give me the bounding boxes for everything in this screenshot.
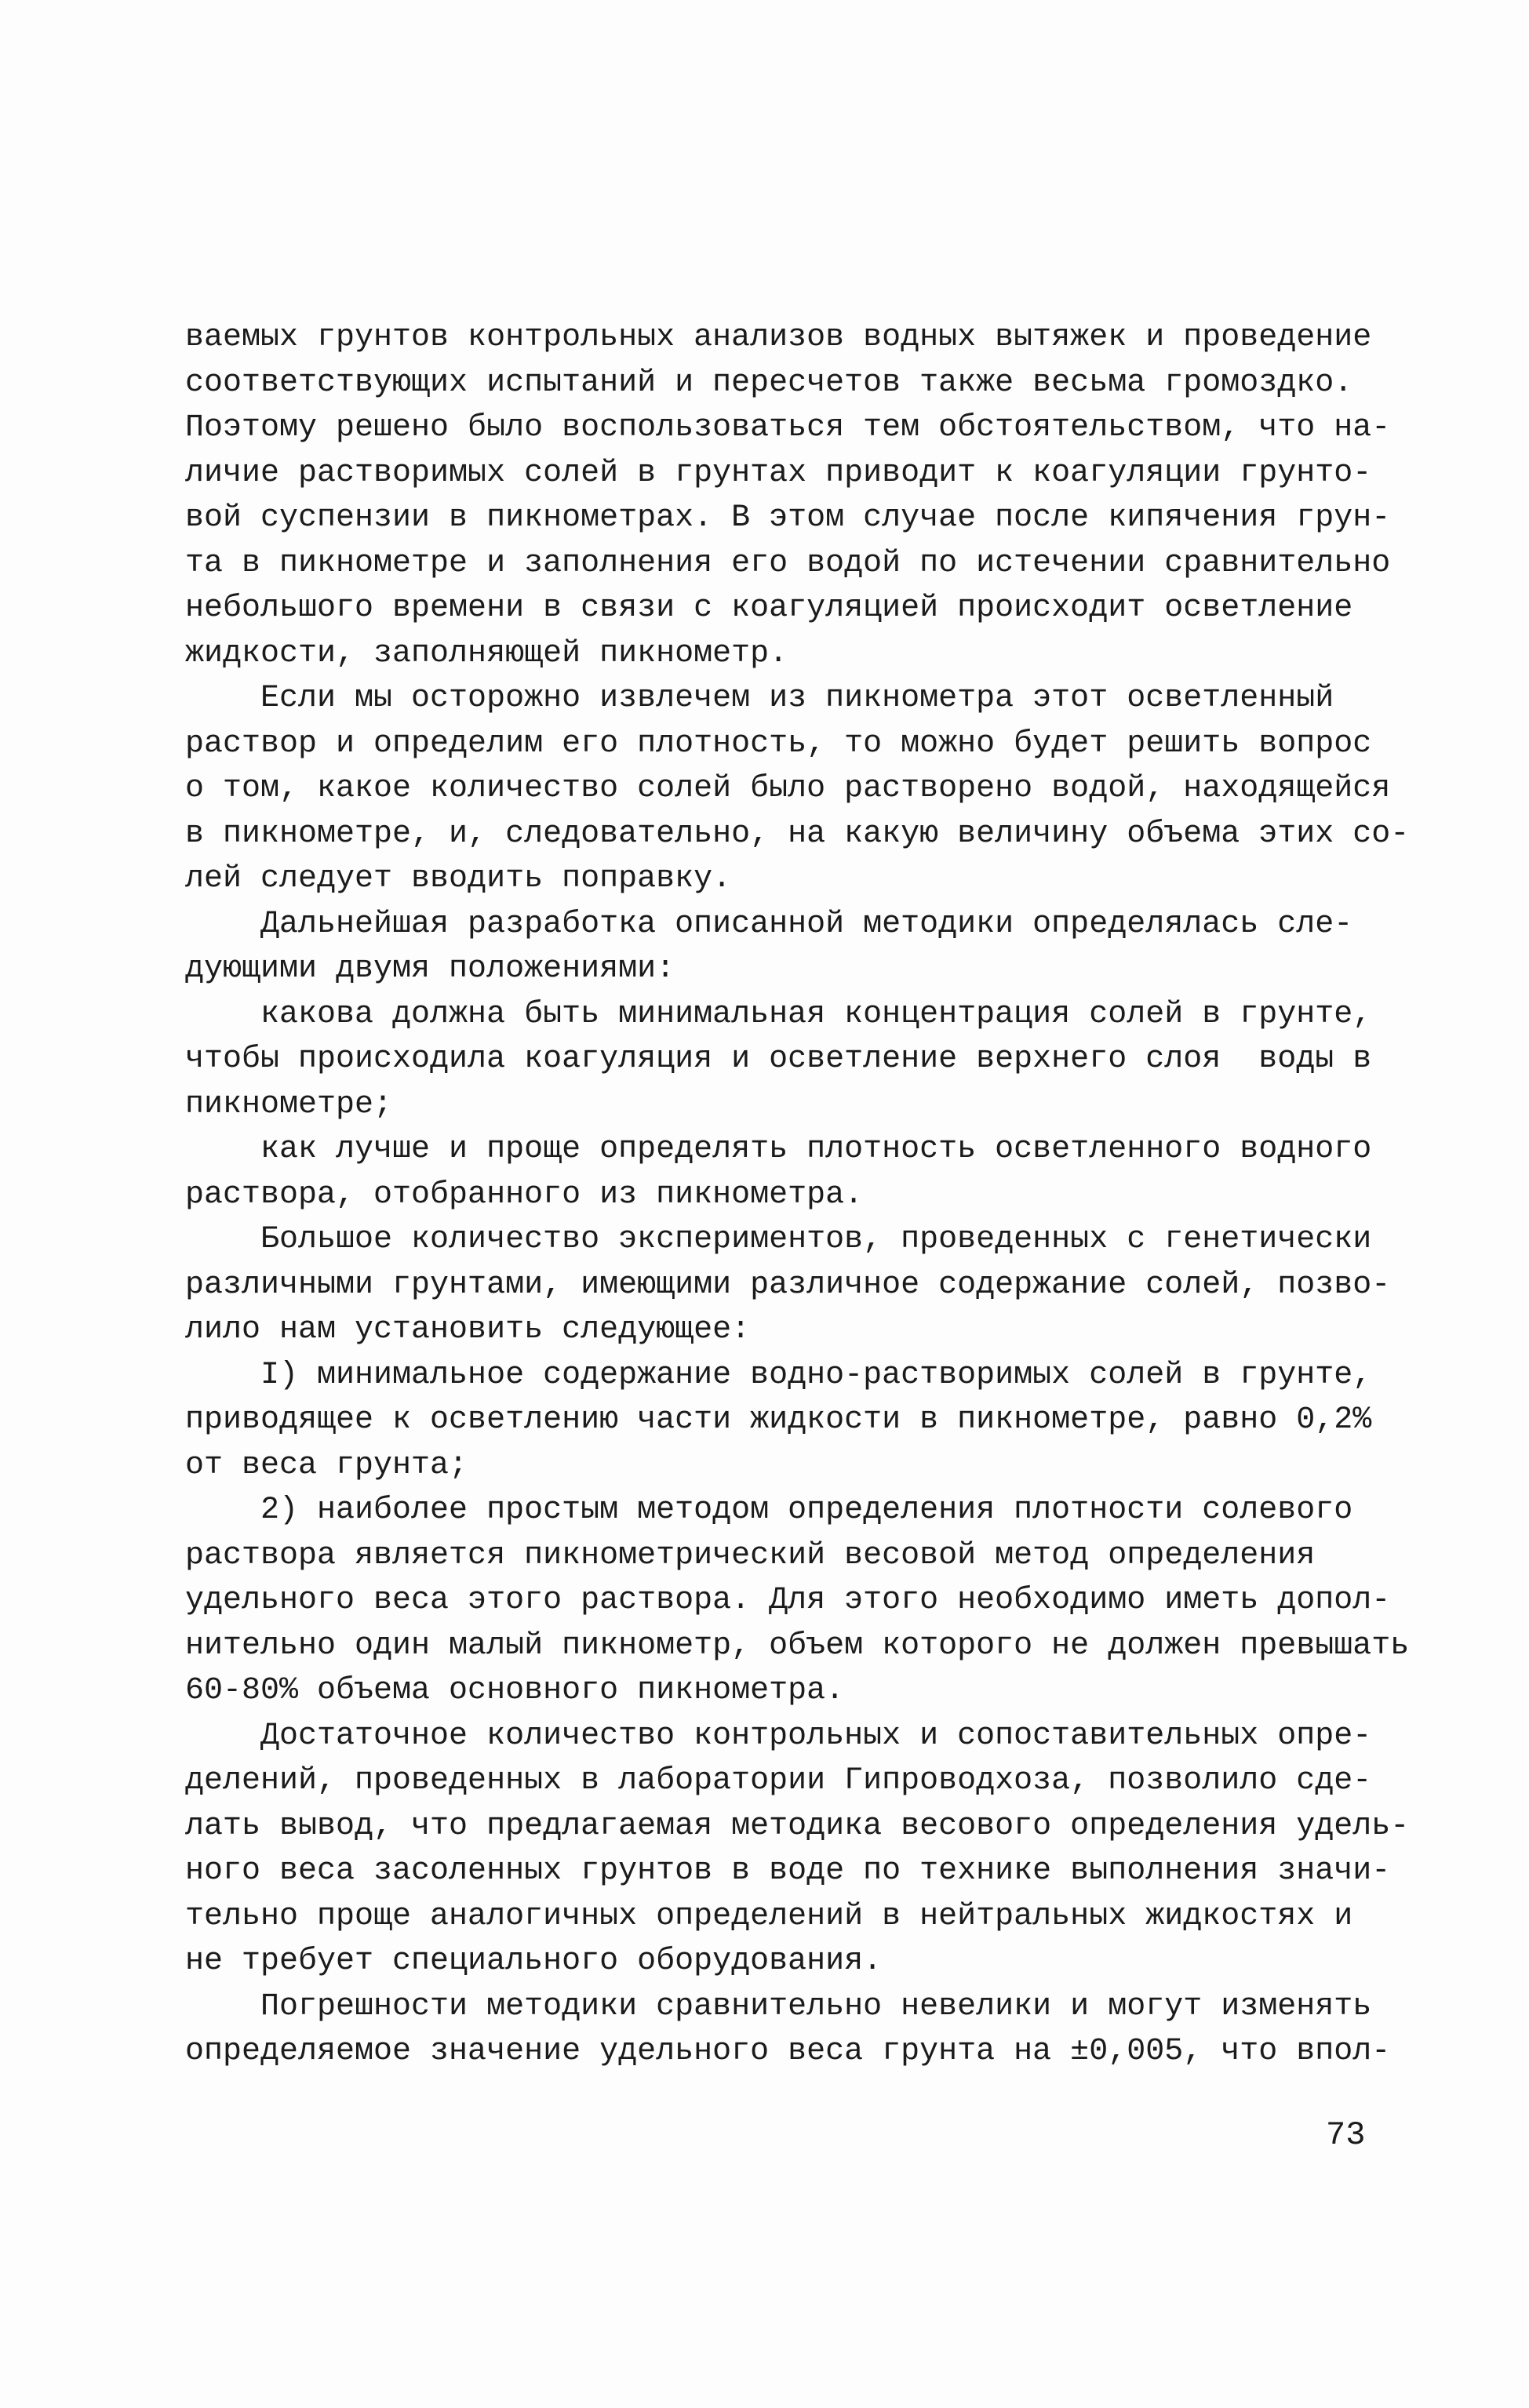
text-line: как лучше и проще определять плотность осветленного водного: [185, 1132, 1372, 1167]
text-line: различными грунтами, имеющими различное содержание солей, позво-: [185, 1267, 1391, 1303]
text-line: о том, какое количество солей было растворено водой, находящейся: [185, 771, 1391, 806]
text-line: нительно один малый пикнометр, объем которого не должен превышать: [185, 1628, 1410, 1664]
text-line: лило нам установить следующее:: [185, 1312, 751, 1348]
paragraph: [185, 1488, 1410, 1714]
text-line: Если мы осторожно извлечем из пикнометра этот осветленный: [185, 681, 1334, 716]
text-line: Большое количество экспериментов, проведенных с генетически: [185, 1222, 1372, 1257]
text-line: раствора, отобранного из пикнометра.: [185, 1177, 864, 1213]
text-line: чтобы происходила коагуляция и осветление верхнего слоя воды в: [185, 1042, 1372, 1077]
text-line: ваемых грунтов контрольных анализов водных вытяжек и проведение: [185, 320, 1372, 355]
text-line: Поэтому решено было воспользоваться тем обстоятельством, что на-: [185, 410, 1391, 446]
text-line: та в пикнометре и заполнения его водой по истечении сравнительно: [185, 545, 1391, 581]
text-line: от веса грунта;: [185, 1447, 468, 1483]
text-line: Достаточное количество контрольных и сопоставительных опре-: [185, 1718, 1372, 1754]
text-line: пикнометре;: [185, 1086, 393, 1122]
text-line: дующими двумя положениями:: [185, 951, 675, 987]
text-line: тельно проще аналогичных определений в нейтральных жидкостях и: [185, 1898, 1353, 1934]
text-line: I) минимальное содержание водно-растворимых солей в грунте,: [185, 1357, 1372, 1393]
paragraph: [185, 992, 1378, 1128]
text-line: личие растворимых солей в грунтах приводит к коагуляции грунто-: [185, 455, 1372, 491]
text-line: небольшого времени в связи с коагуляцией происходит осветление: [185, 591, 1353, 626]
text-line: лать вывод, что предлагаемая методика весового определения удель-: [185, 1808, 1410, 1844]
text-line: лей следует вводить поправку.: [185, 861, 732, 897]
text-line: не требует специального оборудования.: [185, 1944, 883, 1979]
paragraph: [185, 1984, 1391, 2075]
text-line: Дальнейшая разработка описанной методики определялась сле-: [185, 906, 1353, 942]
paragraph: [185, 902, 1378, 992]
text-line: вой суспензии в пикнометрах. В этом случае после кипячения грун-: [185, 500, 1391, 536]
body-text: [185, 315, 1410, 2075]
paragraph: [185, 676, 1410, 902]
text-line: ного веса засоленных грунтов в воде по технике выполнения значи-: [185, 1853, 1391, 1889]
paragraph: [185, 1714, 1410, 1984]
text-line: жидкости, заполняющей пикнометр.: [185, 635, 788, 671]
text-line: Погрешности методики сравнительно невелики и могут изменять: [185, 1988, 1372, 2024]
text-line: 60-80% объема основного пикнометра.: [185, 1673, 845, 1708]
paragraph: [185, 1217, 1391, 1353]
text-line: 2) наиболее простым методом определения плотности солевого: [185, 1493, 1353, 1528]
text-line: раствора является пикнометрический весовой метод определения: [185, 1537, 1316, 1573]
text-line: удельного веса этого раствора. Для этого необходимо иметь допол-: [185, 1583, 1391, 1618]
text-line: делений, проведенных в лаборатории Гипроводхоза, позволило сде-: [185, 1763, 1372, 1799]
text-line: в пикнометре, и, следовательно, на какую величину объема этих со-: [185, 816, 1410, 852]
page-number: 73: [1326, 2116, 1366, 2154]
text-line: определяемое значение удельного веса грунта на ±0,005, что впол-: [185, 2034, 1391, 2069]
text-line: какова должна быть минимальная концентрация солей в грунте,: [185, 996, 1372, 1032]
text-line: приводящее к осветлению части жидкости в пикнометре, равно 0,2%: [185, 1402, 1372, 1438]
paragraph: [185, 315, 1391, 676]
text-line: соответствующих испытаний и пересчетов также весьма громоздко.: [185, 365, 1353, 401]
paragraph: [185, 1353, 1378, 1489]
text-line: раствор и определим его плотность, то можно будет решить вопрос: [185, 726, 1372, 762]
paragraph: [185, 1127, 1378, 1217]
